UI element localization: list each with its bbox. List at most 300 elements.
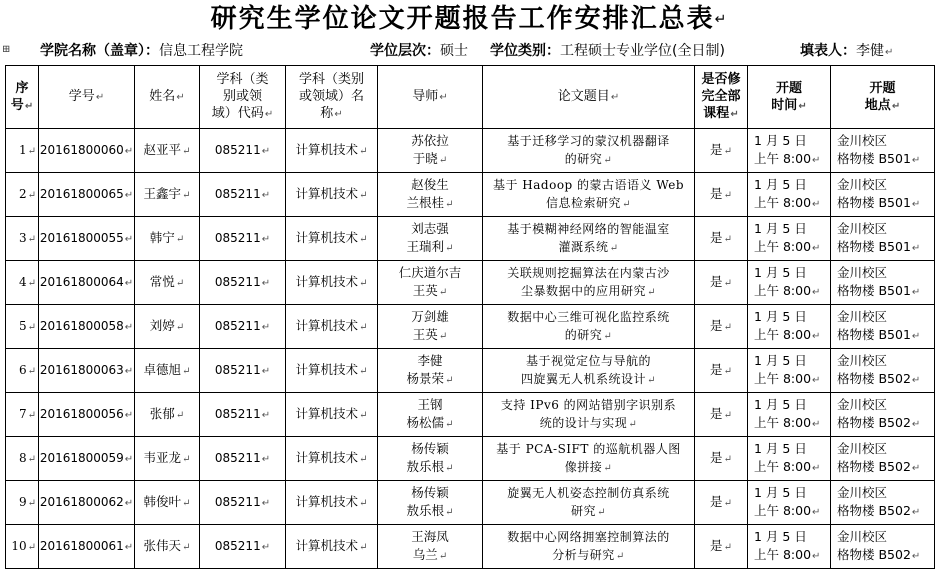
paragraph-mark-icon: ↵ xyxy=(911,418,921,430)
paragraph-mark-icon: ↵ xyxy=(812,198,821,210)
row-time-line: 1 月 5 日 xyxy=(754,264,807,280)
row-time-line: 1 月 5 日 xyxy=(754,484,807,500)
row-place-line: 格物楼 B502↵ xyxy=(837,458,921,474)
row-advisor-line: 王钢 xyxy=(417,396,443,412)
row-name xyxy=(135,525,200,569)
paragraph-mark-icon: ↵ xyxy=(438,154,448,166)
row-seq-line: 4↵ xyxy=(18,274,36,289)
paragraph-mark-icon: ↵ xyxy=(812,418,821,430)
header-seq-line: 序 xyxy=(15,80,29,96)
paragraph-mark-icon: ↵ xyxy=(730,109,739,120)
header-time-line: 开题 xyxy=(775,80,802,96)
row-courses-done xyxy=(695,305,748,349)
paragraph-mark-icon: ↵ xyxy=(124,453,134,465)
paragraph-mark-icon: ↵ xyxy=(445,418,454,430)
paragraph-mark-icon: ↵ xyxy=(359,541,368,553)
paragraph-mark-icon: ↵ xyxy=(723,365,732,377)
row-advisor-line: 于晓↵ xyxy=(412,150,448,166)
row-place-line: 金川校区 xyxy=(837,264,888,280)
row-time-line: 1 月 5 日 xyxy=(754,220,807,236)
header-seq xyxy=(6,66,39,129)
row-name-line: 韩俊叶↵ xyxy=(143,493,191,509)
row-seq-line: 6↵ xyxy=(18,362,36,377)
row-name xyxy=(135,217,200,261)
row-topic-line: 四旋翼无人机系统设计↵ xyxy=(521,371,656,386)
table-row xyxy=(6,305,935,349)
degree-type-field xyxy=(490,40,725,62)
info-line xyxy=(0,40,939,62)
row-courses-done xyxy=(695,393,748,437)
row-time-line: 上午 8:00↵ xyxy=(754,414,821,430)
paragraph-mark-icon: ↵ xyxy=(911,154,921,166)
row-courses-done-line: 是↵ xyxy=(710,185,732,201)
row-time xyxy=(748,525,831,569)
row-name xyxy=(135,349,200,393)
row-place-line: 金川校区 xyxy=(837,528,888,544)
paragraph-mark-icon: ↵ xyxy=(438,330,448,342)
row-subject-name-line: 计算机技术↵ xyxy=(295,493,368,509)
paragraph-mark-icon: ↵ xyxy=(812,330,821,342)
header-advisor xyxy=(378,66,483,129)
row-advisor-line: 兰根桂↵ xyxy=(406,194,454,210)
paragraph-mark-icon: ↵ xyxy=(261,365,271,377)
row-student-id-line: 20161800063↵ xyxy=(39,362,134,377)
paragraph-mark-icon: ↵ xyxy=(175,321,185,333)
paragraph-mark-icon: ↵ xyxy=(27,497,36,509)
row-name xyxy=(135,305,200,349)
paragraph-mark-icon: ↵ xyxy=(812,286,821,298)
row-subject-code xyxy=(200,481,286,525)
paragraph-mark-icon: ↵ xyxy=(911,374,921,386)
row-advisor-line: 杨传颖 xyxy=(411,440,449,456)
paragraph-mark-icon: ↵ xyxy=(261,233,271,245)
row-subject-code-line: 085211↵ xyxy=(214,362,271,377)
row-place xyxy=(831,349,935,393)
row-courses-done-line: 是↵ xyxy=(710,493,732,509)
row-courses-done-line: 是↵ xyxy=(710,141,732,157)
row-time-line: 上午 8:00↵ xyxy=(754,326,821,342)
paragraph-mark-icon: ↵ xyxy=(647,374,656,386)
row-name xyxy=(135,393,200,437)
paragraph-mark-icon: ↵ xyxy=(261,189,271,201)
row-seq xyxy=(6,129,39,173)
row-student-id-line: 20161800062↵ xyxy=(39,494,134,509)
row-student-id xyxy=(39,217,135,261)
paragraph-mark-icon: ↵ xyxy=(911,198,921,210)
paragraph-mark-icon: ↵ xyxy=(264,109,274,120)
header-place xyxy=(831,66,935,129)
row-courses-done-line: 是↵ xyxy=(710,229,732,245)
row-topic-line: 的研究↵ xyxy=(564,151,613,166)
row-subject-name xyxy=(286,481,378,525)
paragraph-mark-icon: ↵ xyxy=(261,277,271,289)
row-student-id-line: 20161800059↵ xyxy=(39,450,134,465)
row-seq-line: 10↵ xyxy=(11,538,36,553)
paragraph-mark-icon: ↵ xyxy=(359,189,368,201)
paragraph-mark-icon: ↵ xyxy=(603,462,613,474)
row-seq xyxy=(6,525,39,569)
degree-level-value: 硕士 xyxy=(440,43,468,59)
row-subject-name xyxy=(286,393,378,437)
row-name-line: 常悦↵ xyxy=(149,273,185,289)
row-place xyxy=(831,525,935,569)
row-subject-code xyxy=(200,525,286,569)
row-student-id-line: 20161800060↵ xyxy=(39,142,134,157)
paragraph-mark-icon: ↵ xyxy=(911,462,921,474)
row-subject-code xyxy=(200,393,286,437)
row-subject-name xyxy=(286,261,378,305)
paragraph-mark-icon: ↵ xyxy=(891,100,901,112)
row-student-id xyxy=(39,305,135,349)
row-place xyxy=(831,437,935,481)
row-topic-line: 基于 Hadoop 的蒙古语语义 Web xyxy=(492,177,684,192)
header-student-id-line: 学号↵ xyxy=(68,89,105,104)
college-field xyxy=(40,40,243,62)
paragraph-mark-icon: ↵ xyxy=(359,497,368,509)
row-subject-code xyxy=(200,217,286,261)
row-subject-name-line: 计算机技术↵ xyxy=(295,229,368,245)
paragraph-mark-icon: ↵ xyxy=(27,409,36,421)
header-student-id xyxy=(39,66,135,129)
paragraph-mark-icon: ↵ xyxy=(261,145,271,157)
row-topic-line: 的研究↵ xyxy=(564,327,613,342)
paragraph-mark-icon: ↵ xyxy=(124,145,134,157)
row-courses-done-line: 是↵ xyxy=(710,449,732,465)
header-subject-code-line: 别或领 xyxy=(222,89,262,104)
table-row xyxy=(6,349,935,393)
row-name-line: 韩宁↵ xyxy=(149,229,185,245)
row-subject-name xyxy=(286,129,378,173)
row-subject-name-line: 计算机技术↵ xyxy=(295,449,368,465)
row-subject-code xyxy=(200,437,286,481)
row-name-line: 王鑫宇↵ xyxy=(143,185,191,201)
paragraph-mark-icon: ↵ xyxy=(359,145,368,157)
row-time-line: 上午 8:00↵ xyxy=(754,194,821,210)
row-advisor xyxy=(378,261,483,305)
paragraph-mark-icon: ↵ xyxy=(124,277,134,289)
row-name xyxy=(135,261,200,305)
row-place xyxy=(831,217,935,261)
row-seq xyxy=(6,305,39,349)
row-time-line: 上午 8:00↵ xyxy=(754,502,821,518)
row-courses-done-line: 是↵ xyxy=(710,317,732,333)
row-time xyxy=(748,217,831,261)
paragraph-mark-icon: ↵ xyxy=(175,233,185,245)
paragraph-mark-icon: ↵ xyxy=(911,286,921,298)
row-time-line: 上午 8:00↵ xyxy=(754,370,821,386)
row-time xyxy=(748,349,831,393)
row-name-line: 赵亚平↵ xyxy=(143,141,191,157)
row-time-line: 1 月 5 日 xyxy=(754,440,807,456)
row-name-line: 刘婷↵ xyxy=(149,317,185,333)
header-courses-done-text xyxy=(695,71,747,123)
row-place-line: 格物楼 B501↵ xyxy=(837,194,921,210)
row-time xyxy=(748,129,831,173)
row-place-line: 金川校区 xyxy=(837,396,888,412)
row-time xyxy=(748,305,831,349)
row-courses-done-line: 是↵ xyxy=(710,537,732,553)
row-courses-done xyxy=(695,437,748,481)
row-advisor xyxy=(378,349,483,393)
row-subject-name xyxy=(286,217,378,261)
row-advisor xyxy=(378,393,483,437)
paragraph-mark-icon: ↵ xyxy=(622,198,631,210)
schedule-table xyxy=(5,65,935,569)
row-subject-code xyxy=(200,129,286,173)
table-anchor-icon: ⊞ xyxy=(2,44,11,55)
row-name xyxy=(135,437,200,481)
paragraph-mark-icon: ↵ xyxy=(911,550,921,562)
header-place-line: 开题 xyxy=(869,80,896,96)
degree-level-label: 学位层次： xyxy=(370,43,440,59)
row-topic xyxy=(483,393,695,437)
row-advisor-line: 王海凤 xyxy=(411,528,449,544)
row-topic xyxy=(483,173,695,217)
row-courses-done xyxy=(695,525,748,569)
paragraph-mark-icon: ↵ xyxy=(27,541,36,553)
header-courses-done-line: 课程↵ xyxy=(703,106,739,121)
row-subject-name xyxy=(286,437,378,481)
header-place-line: 地点↵ xyxy=(864,97,901,113)
table-row xyxy=(6,525,935,569)
paragraph-mark-icon: ↵ xyxy=(723,277,732,289)
row-student-id xyxy=(39,437,135,481)
row-student-id-line: 20161800061↵ xyxy=(39,538,134,553)
row-subject-code-line: 085211↵ xyxy=(214,186,271,201)
row-time xyxy=(748,173,831,217)
header-name-line: 姓名↵ xyxy=(149,89,185,104)
row-name-line: 张郁↵ xyxy=(149,405,185,421)
row-advisor-line: 杨景荣↵ xyxy=(406,370,454,386)
row-topic-line: 旋翼无人机姿态控制仿真系统 xyxy=(507,485,670,500)
row-seq-line: 5↵ xyxy=(18,318,36,333)
row-subject-code-line: 085211↵ xyxy=(214,274,271,289)
row-advisor-line: 王英↵ xyxy=(412,282,448,298)
row-advisor-line: 王瑞利↵ xyxy=(406,238,454,254)
paragraph-mark-icon: ↵ xyxy=(723,409,732,421)
paragraph-mark-icon: ↵ xyxy=(182,365,191,377)
row-subject-name-line: 计算机技术↵ xyxy=(295,317,368,333)
header-time xyxy=(748,66,831,129)
paragraph-mark-icon: ↵ xyxy=(182,541,191,553)
paragraph-mark-icon: ↵ xyxy=(124,189,134,201)
row-subject-code xyxy=(200,349,286,393)
row-advisor-line: 仁庆道尔吉 xyxy=(398,264,462,280)
row-time xyxy=(748,261,831,305)
row-subject-code-line: 085211↵ xyxy=(214,318,271,333)
row-name xyxy=(135,173,200,217)
paragraph-mark-icon: ↵ xyxy=(723,233,732,245)
paragraph-mark-icon: ↵ xyxy=(182,145,191,157)
row-topic-line: 信息检索研究↵ xyxy=(546,195,631,210)
table-header-row xyxy=(6,66,935,129)
paragraph-mark-icon: ↵ xyxy=(812,154,821,166)
header-advisor-line: 导师↵ xyxy=(412,89,448,104)
paragraph-mark-icon: ↵ xyxy=(359,365,368,377)
paragraph-mark-icon: ↵ xyxy=(124,541,134,553)
row-subject-code-line: 085211↵ xyxy=(214,142,271,157)
paragraph-mark-icon: ↵ xyxy=(885,47,894,58)
row-place xyxy=(831,129,935,173)
header-subject-code xyxy=(200,66,286,129)
row-student-id-line: 20161800055↵ xyxy=(39,230,134,245)
row-time xyxy=(748,393,831,437)
row-topic xyxy=(483,437,695,481)
paragraph-mark-icon: ↵ xyxy=(597,506,606,518)
row-seq-line: 8↵ xyxy=(18,450,36,465)
college-value: 信息工程学院 xyxy=(159,43,243,59)
row-place-line: 金川校区 xyxy=(837,484,888,500)
row-seq-line: 1↵ xyxy=(18,142,36,157)
row-time xyxy=(748,437,831,481)
row-place-line: 金川校区 xyxy=(837,176,888,192)
paragraph-mark-icon: ↵ xyxy=(27,321,36,333)
header-subject-name-line: 学科（类别 xyxy=(298,72,364,87)
paragraph-mark-icon: ↵ xyxy=(911,330,921,342)
row-student-id xyxy=(39,173,135,217)
paragraph-mark-icon: ↵ xyxy=(261,321,271,333)
paragraph-mark-icon: ↵ xyxy=(182,189,191,201)
paragraph-mark-icon: ↵ xyxy=(95,92,105,103)
row-advisor xyxy=(378,173,483,217)
table-row xyxy=(6,393,935,437)
row-student-id-line: 20161800065↵ xyxy=(39,186,134,201)
header-name xyxy=(135,66,200,129)
row-topic-line: 尘暴数据中的应用研究↵ xyxy=(521,283,656,298)
row-student-id xyxy=(39,481,135,525)
row-advisor-line: 敖乐根↵ xyxy=(406,458,454,474)
filler-label: 填表人： xyxy=(800,43,856,59)
paragraph-mark-icon: ↵ xyxy=(182,497,191,509)
row-courses-done xyxy=(695,173,748,217)
row-seq-line: 3↵ xyxy=(18,230,36,245)
row-seq-line: 9↵ xyxy=(18,494,36,509)
row-subject-code-line: 085211↵ xyxy=(214,230,271,245)
row-advisor-line: 万剑雄 xyxy=(411,308,449,324)
row-subject-name-line: 计算机技术↵ xyxy=(295,141,368,157)
paragraph-mark-icon: ↵ xyxy=(27,233,36,245)
row-seq xyxy=(6,261,39,305)
header-time-line: 时间↵ xyxy=(771,97,807,113)
row-place-line: 格物楼 B502↵ xyxy=(837,502,921,518)
row-student-id xyxy=(39,261,135,305)
row-topic xyxy=(483,481,695,525)
paragraph-mark-icon: ↵ xyxy=(603,330,613,342)
row-topic-line: 像拼接↵ xyxy=(564,459,613,474)
paragraph-mark-icon: ↵ xyxy=(445,506,454,518)
row-courses-done-line: 是↵ xyxy=(710,273,732,289)
row-topic-line: 统的设计与实现↵ xyxy=(539,415,638,430)
paragraph-mark-icon: ↵ xyxy=(723,497,732,509)
row-subject-name xyxy=(286,173,378,217)
row-seq-line: 7↵ xyxy=(18,406,36,421)
row-topic-line: 基于迁移学习的蒙汉机器翻译 xyxy=(507,133,670,148)
paragraph-mark-icon: ↵ xyxy=(124,497,134,509)
paragraph-mark-icon: ↵ xyxy=(124,321,134,333)
table-row xyxy=(6,173,935,217)
header-courses-done xyxy=(695,66,748,129)
row-time-line: 1 月 5 日 xyxy=(754,352,807,368)
row-advisor xyxy=(378,525,483,569)
row-topic xyxy=(483,305,695,349)
paragraph-mark-icon: ↵ xyxy=(798,100,807,112)
paragraph-mark-icon: ↵ xyxy=(911,242,921,254)
paragraph-mark-icon: ↵ xyxy=(445,198,454,210)
header-seq-text xyxy=(6,80,38,115)
row-topic-line: 数据中心三维可视化监控系统 xyxy=(507,309,670,324)
paragraph-mark-icon: ↵ xyxy=(359,233,368,245)
row-advisor xyxy=(378,481,483,525)
row-place-line: 金川校区 xyxy=(837,220,888,236)
college-label: 学院名称（盖章）： xyxy=(40,43,159,59)
row-topic-line: 数据中心网络拥塞控制算法的 xyxy=(507,529,670,544)
paragraph-mark-icon: ↵ xyxy=(723,321,732,333)
row-seq xyxy=(6,173,39,217)
row-place-line: 格物楼 B501↵ xyxy=(837,238,921,254)
degree-type-label: 学位类别： xyxy=(490,43,560,59)
row-place-line: 金川校区 xyxy=(837,308,888,324)
row-courses-done xyxy=(695,261,748,305)
paragraph-mark-icon: ↵ xyxy=(438,550,448,562)
paragraph-mark-icon: ↵ xyxy=(175,409,185,421)
paragraph-mark-icon: ↵ xyxy=(334,109,343,120)
row-place xyxy=(831,261,935,305)
row-topic-line: 研究↵ xyxy=(571,503,606,518)
paragraph-mark-icon: ↵ xyxy=(812,462,821,474)
row-student-id xyxy=(39,129,135,173)
row-topic xyxy=(483,525,695,569)
row-place xyxy=(831,173,935,217)
row-subject-code xyxy=(200,261,286,305)
paragraph-mark-icon: ↵ xyxy=(359,409,368,421)
row-topic xyxy=(483,261,695,305)
row-place xyxy=(831,393,935,437)
header-subject-name-line: 或领域）名 xyxy=(298,89,364,104)
table-row xyxy=(6,481,935,525)
filler-field xyxy=(800,40,893,64)
paragraph-mark-icon: ↵ xyxy=(723,145,732,157)
row-name xyxy=(135,129,200,173)
row-subject-name-line: 计算机技术↵ xyxy=(295,405,368,421)
row-place-line: 格物楼 B501↵ xyxy=(837,282,921,298)
row-time-line: 上午 8:00↵ xyxy=(754,546,821,562)
paragraph-mark-icon: ↵ xyxy=(647,286,656,298)
paragraph-mark-icon: ↵ xyxy=(261,409,271,421)
row-place-line: 格物楼 B501↵ xyxy=(837,326,921,342)
paragraph-mark-icon: ↵ xyxy=(359,453,368,465)
row-student-id xyxy=(39,525,135,569)
row-name-line: 张伟天↵ xyxy=(143,537,191,553)
row-time-line: 1 月 5 日 xyxy=(754,308,807,324)
row-place-line: 金川校区 xyxy=(837,440,888,456)
row-student-id xyxy=(39,393,135,437)
row-seq xyxy=(6,393,39,437)
paragraph-mark-icon: ↵ xyxy=(603,154,613,166)
paragraph-mark-icon: ↵ xyxy=(445,374,454,386)
row-topic-line: 灌溉系统↵ xyxy=(558,239,619,254)
paragraph-mark-icon: ↵ xyxy=(812,550,821,562)
paragraph-mark-icon: ↵ xyxy=(445,242,454,254)
table-row xyxy=(6,261,935,305)
row-topic-line: 基于 PCA-SIFT 的巡航机器人图 xyxy=(496,441,681,456)
row-advisor-line: 赵俊生 xyxy=(411,176,449,192)
paragraph-mark-icon: ↵ xyxy=(176,92,185,103)
row-time-line: 上午 8:00↵ xyxy=(754,238,821,254)
paragraph-mark-icon: ↵ xyxy=(27,365,36,377)
row-subject-code-line: 085211↵ xyxy=(214,538,271,553)
header-place-text xyxy=(831,80,934,115)
row-advisor-line: 刘志强 xyxy=(411,220,449,236)
